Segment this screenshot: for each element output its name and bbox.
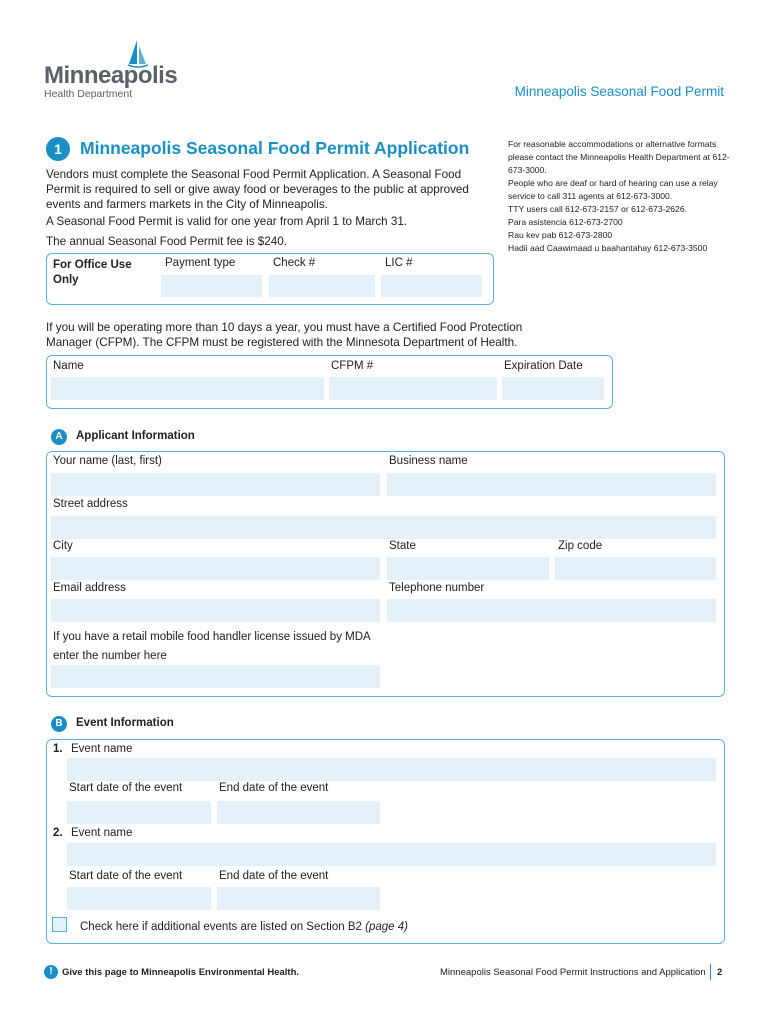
additional-events-text: Check here if additional events are listed on Section B2 xyxy=(80,921,362,933)
cfpm-number-field[interactable] xyxy=(329,377,497,400)
lic-number-field[interactable] xyxy=(381,275,482,297)
cfpm-intro: If you will be operating more than 10 days a year, you must have a Certified Food Protection Manager (CFPM). The CFPM must be registered with the Minnesota Department of Health. xyxy=(46,321,523,349)
event-2-end-field[interactable] xyxy=(217,887,380,910)
logo-name: Minneapolis xyxy=(44,62,178,89)
event-2-name-field[interactable] xyxy=(67,843,716,866)
event-1-end-label: End date of the event xyxy=(219,782,329,794)
zip-code-field[interactable] xyxy=(555,557,716,580)
accessibility-info xyxy=(508,138,738,255)
zip-code-label: Zip code xyxy=(558,540,603,552)
email-label: Email address xyxy=(53,582,126,594)
alert-icon: ! xyxy=(44,965,58,979)
logo-subtitle: Health Department xyxy=(44,88,133,100)
cfpm-name-field[interactable] xyxy=(51,377,324,400)
street-address-field[interactable] xyxy=(51,516,716,539)
event-2-start-label: Start date of the event xyxy=(69,870,183,882)
footer-note: Give this page to Minneapolis Environmental Health. xyxy=(62,967,300,978)
footer-divider xyxy=(710,964,711,980)
check-number-label: Check # xyxy=(273,257,316,269)
event-2-number: 2. xyxy=(53,827,63,839)
event-1-name-field[interactable] xyxy=(67,758,716,781)
intro-paragraph: Vendors must complete the Seasonal Food Permit Application. A Seasonal Food Permit is required to sell or give away food or beverages to the public at approved events and farmers markets in the City of Minneapolis. xyxy=(46,168,469,211)
city-field[interactable] xyxy=(51,557,380,580)
state-label: State xyxy=(389,540,416,552)
access-line: For reasonable accommodations or alternative formats please contact the Minneapolis Health Department at 612-673-3000. xyxy=(508,139,730,175)
business-name-label: Business name xyxy=(389,455,468,467)
page-number: 2 xyxy=(717,967,723,978)
additional-events-page-ref: (page 4) xyxy=(365,921,408,933)
access-line: TTY users call 612-673-2157 or 612-673-2626. xyxy=(508,204,687,214)
telephone-label: Telephone number xyxy=(389,582,485,594)
additional-events-label xyxy=(80,921,408,933)
payment-type-field[interactable] xyxy=(161,275,262,297)
event-2-name-label: Event name xyxy=(71,827,133,839)
mda-license-label: If you have a retail mobile food handler license issued by MDA enter the number here xyxy=(53,631,371,662)
cfpm-name-label: Name xyxy=(53,360,84,372)
event-1-name-label: Event name xyxy=(71,743,133,755)
cfpm-number-label: CFPM # xyxy=(331,360,374,372)
validity-text: A Seasonal Food Permit is valid for one year from April 1 to March 31. xyxy=(46,215,408,228)
business-name-field[interactable] xyxy=(387,473,716,496)
event-1-start-field[interactable] xyxy=(67,801,211,824)
payment-type-label: Payment type xyxy=(165,257,236,269)
mda-license-field[interactable] xyxy=(51,665,380,688)
section-b-title: Event Information xyxy=(76,717,174,729)
access-line: People who are deaf or hard of hearing can use a relay service to call 311 agents at 612-673-3000. xyxy=(508,178,718,201)
event-1-number: 1. xyxy=(53,743,63,755)
cfpm-expiration-field[interactable] xyxy=(502,377,604,400)
event-1-start-label: Start date of the event xyxy=(69,782,183,794)
section-b-badge: B xyxy=(51,716,67,732)
your-name-label: Your name (last, first) xyxy=(53,455,162,467)
footer-doc-title: Minneapolis Seasonal Food Permit Instructions and Application xyxy=(440,967,706,978)
check-number-field[interactable] xyxy=(269,275,375,297)
state-field[interactable] xyxy=(387,557,549,580)
step-number-badge: 1 xyxy=(46,137,70,161)
street-address-label: Street address xyxy=(53,498,128,510)
office-use-label: For Office Use Only xyxy=(53,259,132,286)
telephone-field[interactable] xyxy=(387,599,716,622)
event-1-end-field[interactable] xyxy=(217,801,380,824)
event-2-start-field[interactable] xyxy=(67,887,211,910)
cfpm-expiration-label: Expiration Date xyxy=(504,360,583,372)
section-a-badge: A xyxy=(51,429,67,445)
access-line: Rau kev pab 612-673-2800 xyxy=(508,230,613,240)
fee-text: The annual Seasonal Food Permit fee is $240. xyxy=(46,235,288,248)
event-2-end-label: End date of the event xyxy=(219,870,329,882)
page-title: Minneapolis Seasonal Food Permit Application xyxy=(80,138,470,158)
access-line: Hadii aad Caawimaad u baahantahay 612-673-3500 xyxy=(508,243,708,253)
access-line: Para asistencia 612-673-2700 xyxy=(508,217,623,227)
your-name-field[interactable] xyxy=(51,473,380,496)
header-title: Minneapolis Seasonal Food Permit xyxy=(514,84,724,99)
lic-number-label: LIC # xyxy=(385,257,413,269)
additional-events-checkbox[interactable] xyxy=(52,917,67,932)
city-label: City xyxy=(53,540,73,552)
section-a-title: Applicant Information xyxy=(76,430,195,442)
email-field[interactable] xyxy=(51,599,380,622)
